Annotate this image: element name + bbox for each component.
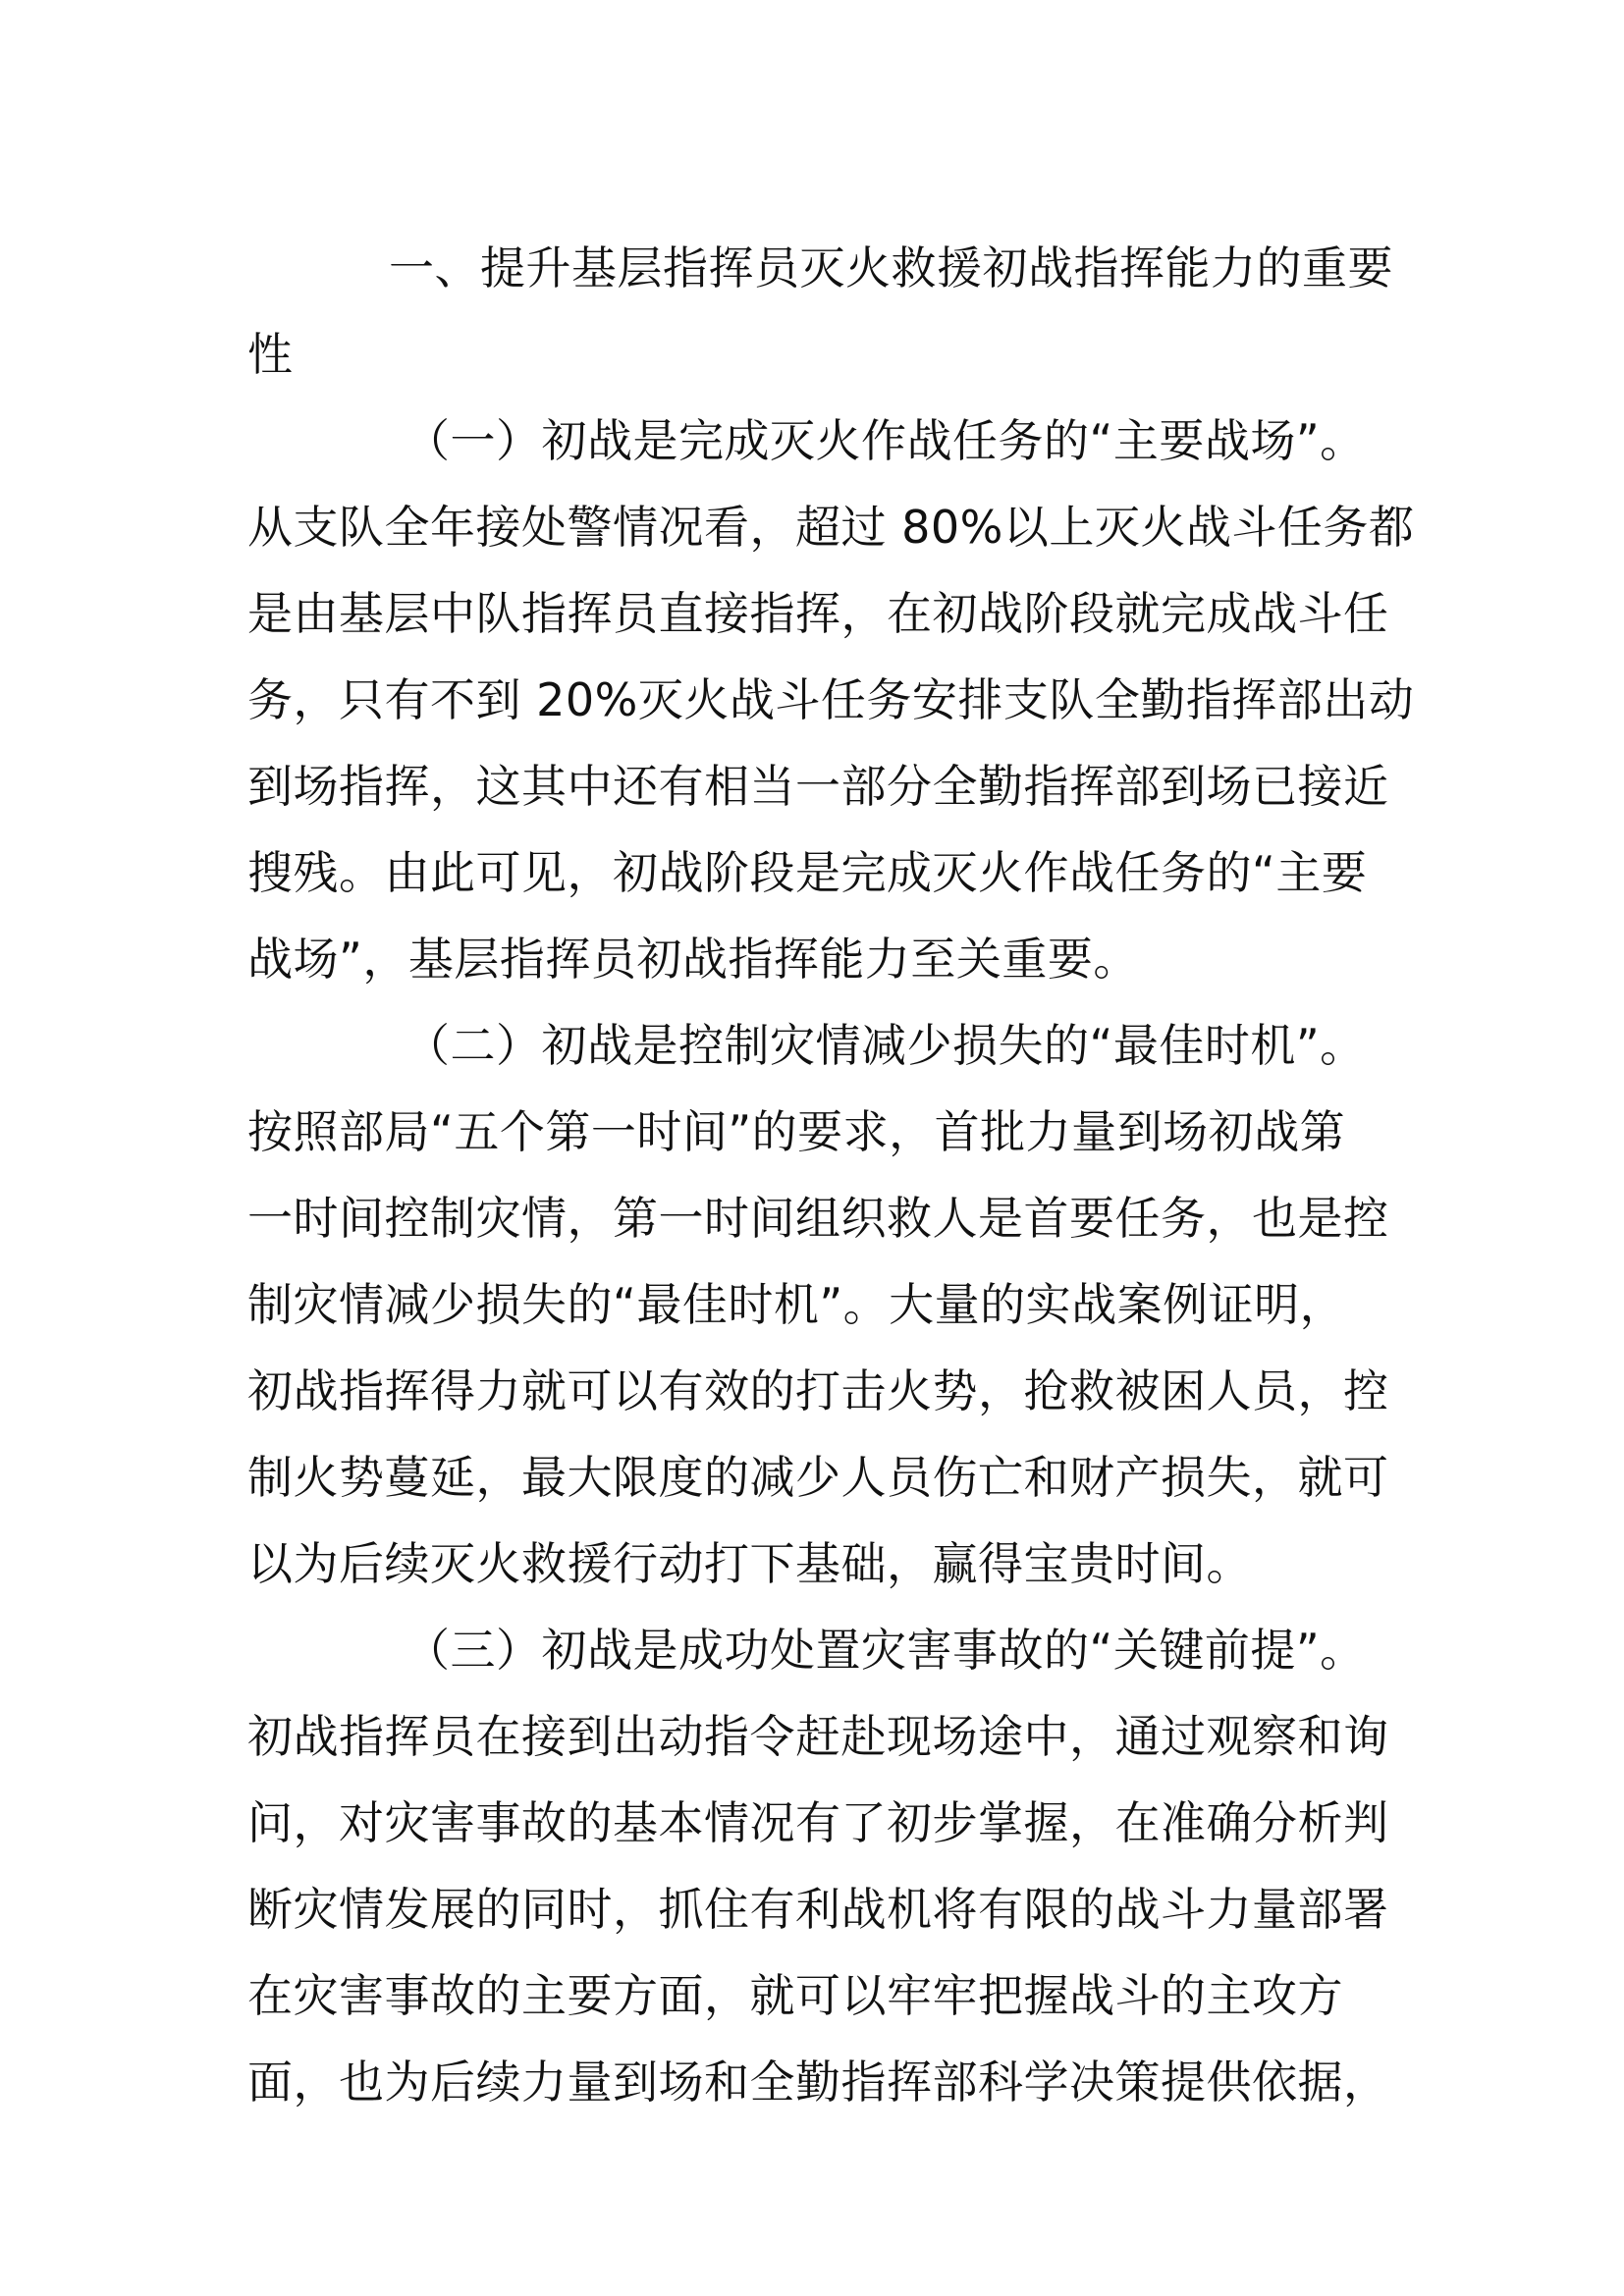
paragraph-line: 在灾害事故的主要方面，就可以牢牢把握战斗的主攻方 — [247, 1969, 1343, 2022]
subheading-line: （三）初战是成功处置灾害事故的“关键前提”。 — [405, 1624, 1366, 1677]
paragraph-line: 一时间控制灾情，第一时间组织救人是首要任务，也是控 — [247, 1192, 1389, 1245]
paragraph-line: 断灾情发展的同时，抓住有利战机将有限的战斗力量部署 — [247, 1883, 1389, 1936]
paragraph-line: 战场”，基层指挥员初战指挥能力至关重要。 — [247, 933, 1139, 986]
paragraph-line: 初战指挥得力就可以有效的打击火势，抢救被困人员，控 — [247, 1364, 1389, 1417]
paragraph-line: 到场指挥，这其中还有相当一部分全勤指挥部到场已接近 — [247, 760, 1389, 813]
paragraph-line: 以为后续灭火救援行动打下基础，赢得宝贵时间。 — [247, 1537, 1252, 1590]
paragraph-line: 务，只有不到 20%灭火战斗任务安排支队全勤指挥部出动 — [247, 673, 1415, 726]
paragraph-line: 按照部局“五个第一时间”的要求，首批力量到场初战第 — [247, 1105, 1346, 1158]
paragraph-line: 问，对灾害事故的基本情况有了初步掌握，在准确分析判 — [247, 1796, 1389, 1849]
paragraph-line: 是由基层中队指挥员直接指挥，在初战阶段就完成战斗任 — [247, 587, 1389, 640]
paragraph-line: 面，也为后续力量到场和全勤指挥部科学决策提供依据， — [247, 2056, 1389, 2109]
section-heading-line: 一、提升基层指挥员灭火救援初战指挥能力的重要 — [389, 241, 1393, 294]
subheading-line: （二）初战是控制灾情减少损失的“最佳时机”。 — [405, 1019, 1366, 1072]
paragraph-line: 初战指挥员在接到出动指令赶赴现场途中，通过观察和询 — [247, 1710, 1389, 1763]
section-heading-line: 性 — [247, 328, 294, 381]
paragraph-line: 从支队全年接处警情况看，超过 80%以上灭火战斗任务都 — [247, 501, 1415, 554]
paragraph-line: 制灾情减少损失的“最佳时机”。大量的实战案例证明， — [247, 1278, 1346, 1331]
paragraph-line: 搜残。由此可见，初战阶段是完成灭火作战任务的“主要 — [247, 846, 1368, 899]
document-body — [247, 225, 1415, 2125]
subheading-line: （一）初战是完成灭火作战任务的“主要战场”。 — [405, 414, 1366, 467]
paragraph-line: 制火势蔓延，最大限度的减少人员伤亡和财产损失，就可 — [247, 1451, 1389, 1504]
